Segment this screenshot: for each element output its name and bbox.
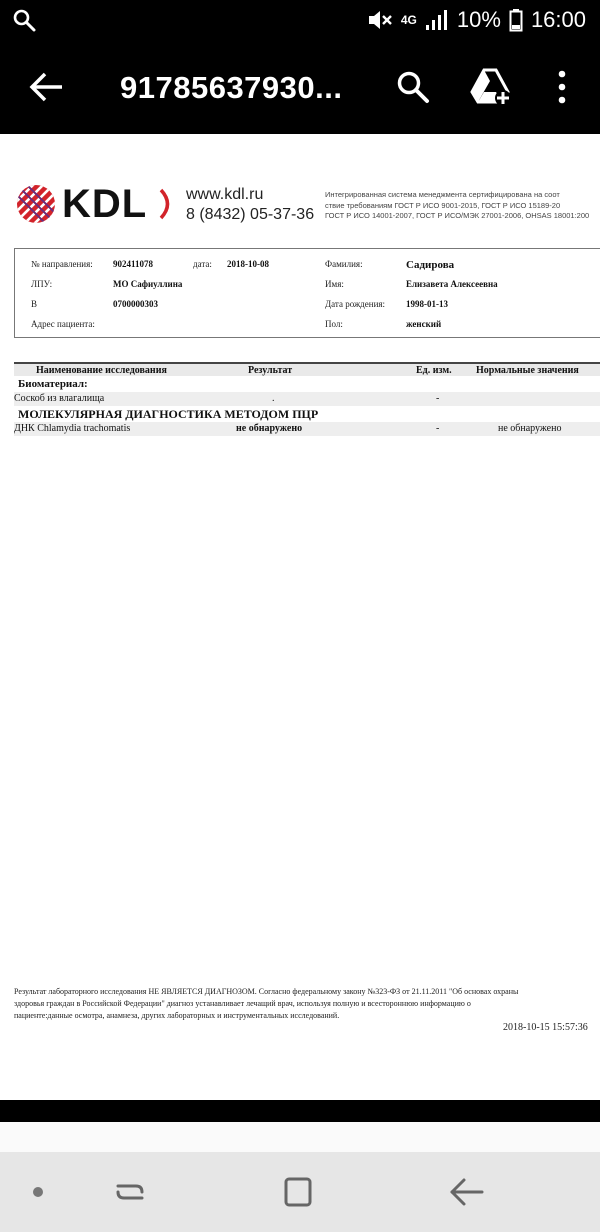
viewer-bottom-strip <box>0 1122 600 1152</box>
surname-value: Садирова <box>406 259 455 271</box>
referral-value: 902411078 <box>113 259 154 269</box>
cert-line: ГОСТ Р ИСО 14001-2007, ГОСТ Р ИСО/МЭК 27001-2006, OHSAS 18001:200 <box>325 211 590 220</box>
drive-add-icon[interactable] <box>470 68 512 106</box>
status-bar <box>0 0 600 40</box>
dob-value: 1998-01-13 <box>406 299 448 309</box>
lpu-value: МО Сафиуллина <box>113 279 183 289</box>
date-value: 2018-10-08 <box>227 259 269 269</box>
cert-line: Интегрированная система менеджмента сертифицирована на соот <box>325 190 560 199</box>
col-header-unit: Ед. изм. <box>416 365 452 376</box>
search-icon[interactable] <box>12 8 36 32</box>
document-page[interactable] <box>0 134 600 1100</box>
more-vert-icon[interactable] <box>552 68 572 106</box>
home-icon[interactable] <box>276 1172 320 1212</box>
table-row <box>14 422 600 436</box>
nav-back-icon[interactable] <box>444 1172 488 1212</box>
app-bar <box>0 40 600 134</box>
signal-icon <box>425 9 449 31</box>
table-header <box>14 362 600 376</box>
kdl-logo-text: KDL <box>62 182 148 226</box>
lpu-label: ЛПУ: <box>31 279 53 289</box>
recents-icon[interactable] <box>108 1172 152 1212</box>
system-nav-bar <box>0 1152 600 1232</box>
sex-label: Пол: <box>325 319 343 329</box>
date-label: дата: <box>193 259 212 269</box>
website: www.kdl.ru <box>186 186 264 203</box>
report-timestamp: 2018-10-15 15:57:36 <box>503 1022 588 1033</box>
col-header-result: Результат <box>248 365 293 376</box>
cell-unit: - <box>436 393 440 404</box>
cell-test: ДНК Chlamydia trachomatis <box>14 423 131 434</box>
certification-text <box>325 190 600 222</box>
v-value: 0700000303 <box>113 299 158 309</box>
cell-test: Соскоб из влагалища <box>14 393 105 404</box>
clock: 16:00 <box>530 7 586 32</box>
section-title: МОЛЕКУЛЯРНАЯ ДИАГНОСТИКА МЕТОДОМ ПЦР <box>18 407 319 421</box>
dob-label: Дата рождения: <box>325 299 386 309</box>
patient-info-box <box>14 248 600 338</box>
back-arrow-icon[interactable] <box>26 70 66 104</box>
phone: 8 (8432) 05-37-36 <box>186 206 315 223</box>
logo-chevron-icon <box>158 188 176 220</box>
kdl-logo-icon <box>16 184 56 224</box>
referral-label: № направления: <box>31 259 93 269</box>
address-label: Адрес пациента: <box>31 319 95 329</box>
cell-result: . <box>272 393 275 404</box>
table-row <box>14 392 600 406</box>
results-table <box>14 362 600 436</box>
disclaimer <box>14 986 600 1022</box>
search-icon[interactable] <box>396 70 430 104</box>
battery-percent: 10% <box>456 7 501 32</box>
cell-unit: - <box>436 423 440 434</box>
disclaimer-line: Результат лабораторного исследования НЕ ЯВЛЯЕТСЯ ДИАГНОЗОМ. Согласно федеральному закону №323-ФЗ от 21.11.2011 "Об основах охраны <box>14 987 519 996</box>
cert-line: ствие требованиям ГОСТ Р ИСО 9001-2015, ГОСТ Р ИСО 15189-20 <box>325 200 561 210</box>
biomaterial-label: Биоматериал: <box>18 378 88 390</box>
cell-result: не обнаружено <box>236 423 303 434</box>
disclaimer-line: здоровья граждан в Российской Федерации" диагноз устанавливает лечащий врач, используя полную и всестороннюю информацию о <box>14 999 471 1008</box>
name-value: Елизавета Алексеевна <box>406 279 498 289</box>
cell-norm: не обнаружено <box>498 423 562 434</box>
col-header-test: Наименование исследования <box>36 365 167 376</box>
disclaimer-line: пациенте:данные осмотра, анамнеза, других лабораторных и инструментальных исследований. <box>14 1011 340 1020</box>
col-header-norm: Нормальные значения <box>476 365 579 376</box>
viewer-gap <box>0 1100 600 1122</box>
mute-icon <box>367 8 393 32</box>
name-label: Имя: <box>325 279 344 289</box>
surname-label: Фамилия: <box>325 259 363 269</box>
v-label: В <box>31 299 38 309</box>
battery-icon <box>509 8 523 32</box>
dot-icon[interactable] <box>16 1172 60 1212</box>
sex-value: женский <box>406 319 442 329</box>
network-type: 4G <box>400 13 417 27</box>
file-title: 91785637930... <box>120 70 343 105</box>
